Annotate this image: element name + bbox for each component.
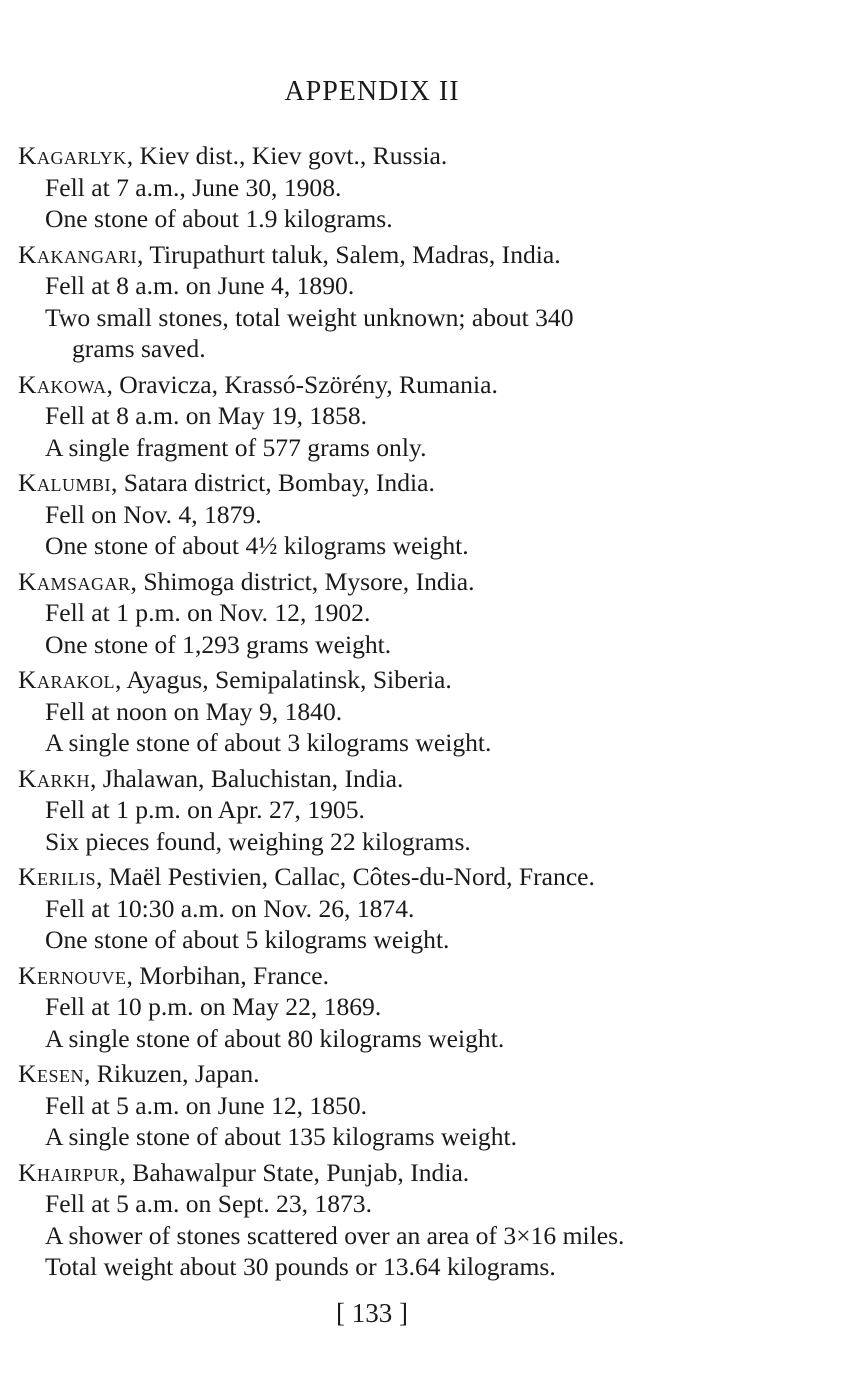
entry-detail: Fell at 5 a.m. on Sept. 23, 1873. [45, 1189, 373, 1218]
entry-name: Kakangari [18, 239, 137, 269]
entry-khairpur [18, 1157, 848, 1283]
entry-location: , Oravicza, Krassó-Szörény, Rumania. [106, 369, 498, 399]
entry-detail: Fell at 1 p.m. on Apr. 27, 1905. [45, 795, 365, 824]
entry-detail: Fell at 7 a.m., June 30, 1908. [45, 172, 342, 202]
entry-location: , Satara district, Bombay, India. [110, 468, 435, 497]
entry-kagarlyk [18, 140, 848, 235]
entry-kakangari [18, 239, 848, 365]
entry-name: Karakol [18, 665, 115, 694]
entry-detail: Fell at 5 a.m. on June 12, 1850. [45, 1090, 368, 1120]
entry-kalumbi [18, 467, 848, 562]
entry-name: Kesen [18, 1059, 84, 1088]
entry-location: , Ayagus, Semipalatinsk, Siberia. [114, 665, 452, 694]
entry-detail: One stone of 1,293 grams weight. [45, 629, 392, 659]
entry-detail: Fell at 10:30 a.m. on Nov. 26, 1874. [45, 893, 415, 923]
entry-kakowa [18, 369, 848, 464]
entry-detail: Two small stones, total weight unknown; about 340 [45, 302, 574, 332]
entry-detail: Fell at noon on May 9, 1840. [45, 696, 343, 726]
entry-location: , Bahawalpur State, Punjab, India. [119, 1157, 470, 1187]
entry-detail: Total weight about 30 pounds or 13.64 kilograms. [45, 1252, 556, 1281]
entry-detail: A shower of stones scattered over an area of 3×16 miles. [45, 1220, 625, 1250]
entry-detail-continuation: grams saved. [72, 334, 206, 363]
entry-detail: Fell at 1 p.m. on Nov. 12, 1902. [45, 598, 371, 627]
page-heading: APPENDIX II [284, 76, 460, 107]
entry-kerilis [18, 861, 848, 956]
entry-detail: A single stone of about 3 kilograms weight. [45, 728, 492, 757]
entry-name: Kernouve [18, 960, 127, 990]
entry-kamsagar [18, 566, 848, 661]
entry-name: Kagarlyk [18, 141, 127, 170]
entry-detail: A single stone of about 80 kilograms weight. [45, 1023, 505, 1053]
entry-detail: A single stone of about 135 kilograms weight. [45, 1122, 518, 1151]
page-number: [ 133 ] [336, 1298, 408, 1328]
entry-detail: A single fragment of 577 grams only. [45, 432, 427, 462]
entry-kesen [18, 1058, 848, 1153]
entry-name: Kalumbi [18, 468, 111, 497]
entry-location: , Maël Pestivien, Callac, Côtes-du-Nord, France. [95, 862, 595, 891]
entry-location: , Tirupathurt taluk, Salem, Madras, India. [136, 239, 561, 269]
entry-name: Kakowa [18, 369, 107, 399]
entry-location: , Shimoga district, Mysore, India. [130, 566, 475, 596]
entry-karkh [18, 763, 848, 858]
entry-location: , Rikuzen, Japan. [83, 1059, 260, 1088]
entry-detail: One stone of about 4½ kilograms weight. [45, 531, 469, 560]
entry-detail: Fell at 8 a.m. on May 19, 1858. [45, 401, 368, 430]
meteorite-entry-list [18, 140, 848, 1287]
entry-detail: Fell on Nov. 4, 1879. [45, 499, 262, 529]
entry-detail: One stone of about 1.9 kilograms. [45, 204, 393, 233]
entry-detail: Fell at 10 p.m. on May 22, 1869. [45, 992, 382, 1021]
entry-location: , Jhalawan, Baluchistan, India. [90, 763, 404, 793]
entry-kernouve [18, 960, 848, 1055]
entry-location: , Morbihan, France. [126, 960, 330, 990]
entry-name: Kerilis [18, 862, 96, 891]
entry-detail: Six pieces found, weighing 22 kilograms. [45, 826, 471, 856]
entry-karakol [18, 664, 848, 759]
entry-detail: One stone of about 5 kilograms weight. [45, 925, 450, 954]
entry-name: Kamsagar [18, 566, 131, 596]
entry-location: , Kiev dist., Kiev govt., Russia. [126, 141, 448, 170]
entry-name: Karkh [18, 763, 90, 793]
entry-name: Khairpur [18, 1157, 120, 1187]
entry-detail: Fell at 8 a.m. on June 4, 1890. [45, 271, 355, 300]
